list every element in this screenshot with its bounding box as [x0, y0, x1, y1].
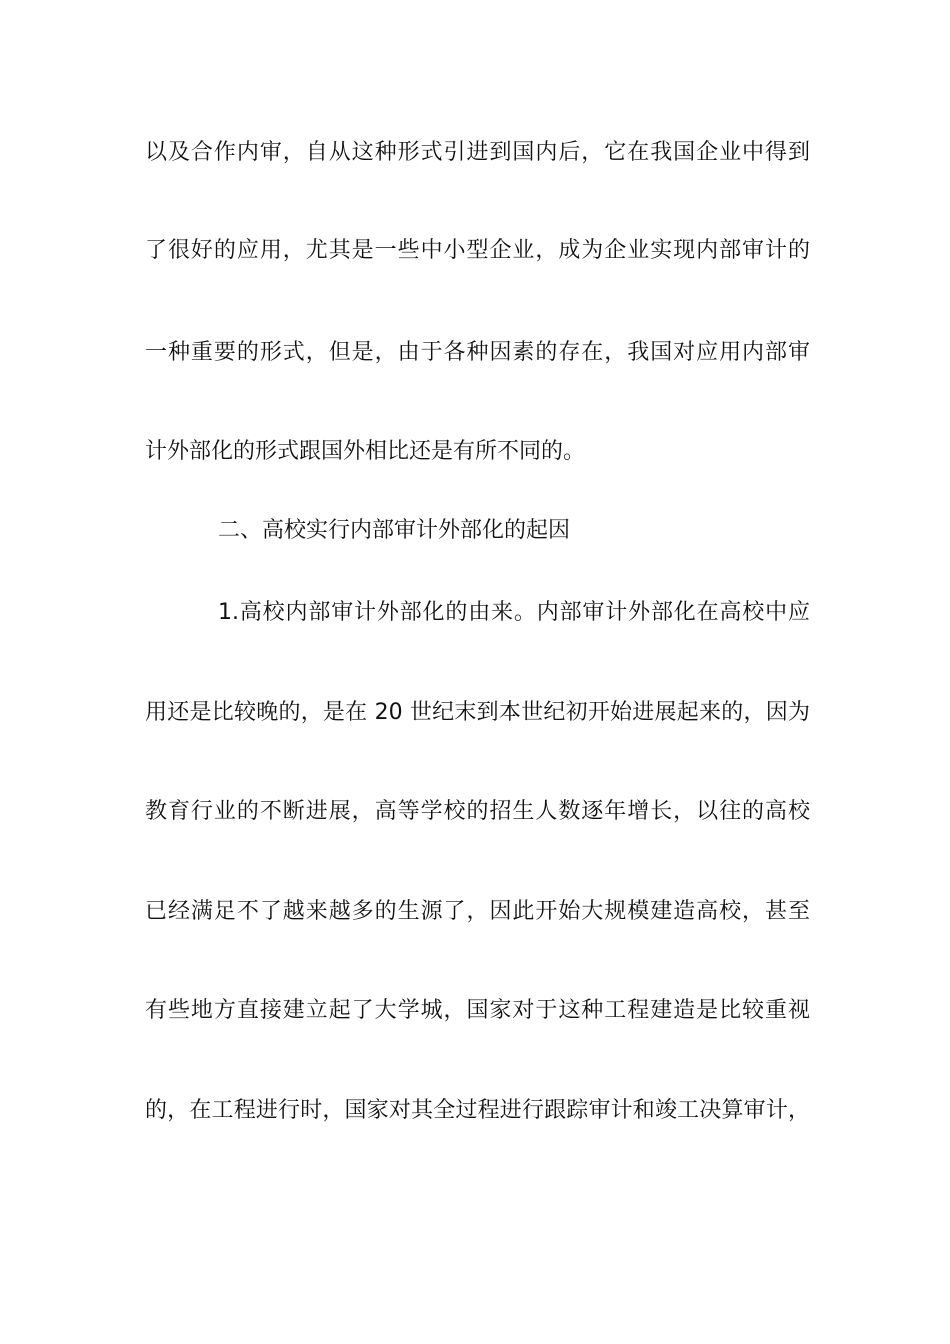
body-text-line: 的，在工程进行时，国家对其全过程进行跟踪审计和竣工决算审计， [145, 1098, 810, 1123]
body-text-line: 了很好的应用，尤其是一些中小型企业，成为企业实现内部审计的 [145, 238, 810, 263]
section-heading: 二、高校实行内部审计外部化的起因 [218, 518, 571, 543]
body-text-line: 用还是比较晚的，是在 20 世纪末到本世纪初开始进展起来的，因为 [145, 700, 810, 725]
body-text-line: 一种重要的形式，但是，由于各种因素的存在，我国对应用内部审 [145, 340, 810, 365]
body-text-line: 教育行业的不断进展，高等学校的招生人数逐年增长，以往的高校 [145, 799, 810, 824]
body-text-line: 已经满足不了越来越多的生源了，因此开始大规模建造高校，甚至 [145, 899, 810, 924]
body-text-line: 有些地方直接建立起了大学城，国家对于这种工程建造是比较重视 [145, 998, 810, 1023]
body-text-line: 以及合作内审，自从这种形式引进到国内后，它在我国企业中得到 [145, 140, 810, 165]
body-text-line: 1.高校内部审计外部化的由来。内部审计外部化在高校中应 [218, 600, 810, 625]
body-text-line: 计外部化的形式跟国外相比还是有所不同的。 [145, 439, 586, 464]
